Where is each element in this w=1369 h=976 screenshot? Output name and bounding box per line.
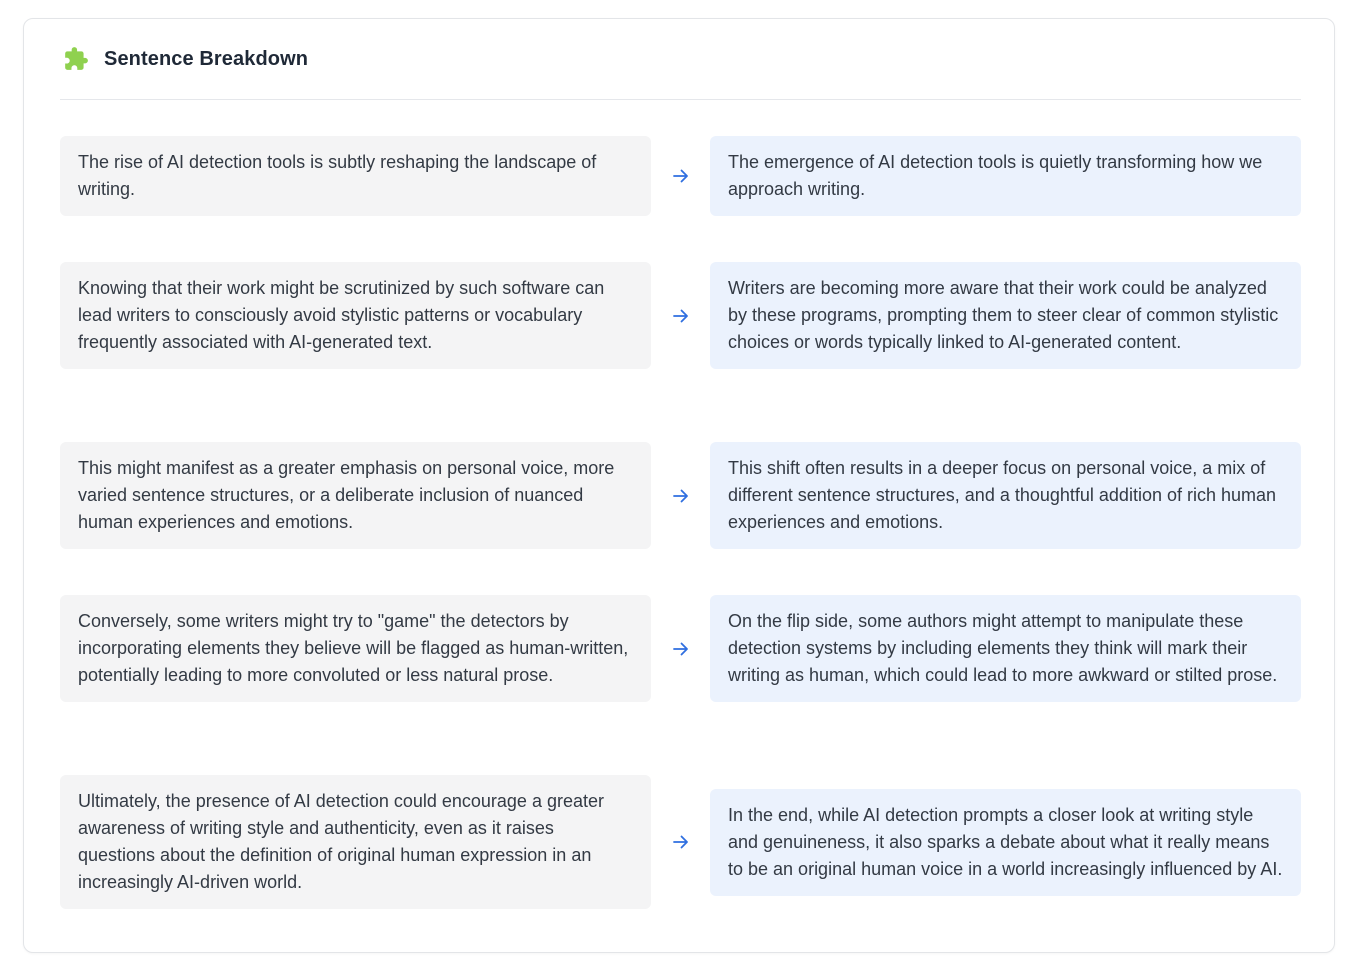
rewritten-sentence: In the end, while AI detection prompts a closer look at writing style and genuineness, it also sparks a debate about what it really means to be an original human voice in a world increasingly influenced by AI. [710,789,1301,896]
rewritten-sentence: This shift often results in a deeper focus on personal voice, a mix of different sentence structures, and a thoughtful addition of rich human experiences and emotions. [710,442,1301,549]
arrow-right-icon [651,834,710,850]
panel-header [60,19,1301,100]
sentence-pair-row [60,442,1301,549]
arrow-right-icon [651,308,710,324]
original-sentence: Knowing that their work might be scrutinized by such software can lead writers to consciously avoid stylistic patterns or vocabulary frequently associated with AI-generated text. [60,262,651,369]
puzzle-icon [62,45,90,73]
rewritten-sentence: The emergence of AI detection tools is quietly transforming how we approach writing. [710,136,1301,216]
rewritten-sentence: On the flip side, some authors might attempt to manipulate these detection systems by including elements they think will mark their writing as human, which could lead to more awkward or stilted prose. [710,595,1301,702]
arrow-right-icon [651,168,710,184]
sentence-pair-row [60,775,1301,909]
sentence-breakdown-panel [23,18,1335,953]
sentence-pair-row [60,136,1301,216]
original-sentence: This might manifest as a greater emphasis on personal voice, more varied sentence structures, or a deliberate inclusion of nuanced human experiences and emotions. [60,442,651,549]
original-sentence: Conversely, some writers might try to "game" the detectors by incorporating elements they believe will be flagged as human-written, potentially leading to more convoluted or less natural prose. [60,595,651,702]
rewritten-sentence: Writers are becoming more aware that their work could be analyzed by these programs, prompting them to steer clear of common stylistic choices or words typically linked to AI-generated content. [710,262,1301,369]
panel-title: Sentence Breakdown [104,47,309,70]
original-sentence: Ultimately, the presence of AI detection could encourage a greater awareness of writing style and authenticity, even as it raises questions about the definition of original human expression in an increasingly AI-driven world. [60,775,651,909]
arrow-right-icon [651,488,710,504]
arrow-right-icon [651,641,710,657]
original-sentence: The rise of AI detection tools is subtly reshaping the landscape of writing. [60,136,651,216]
sentence-pair-row [60,595,1301,702]
sentence-pair-row [60,262,1301,369]
